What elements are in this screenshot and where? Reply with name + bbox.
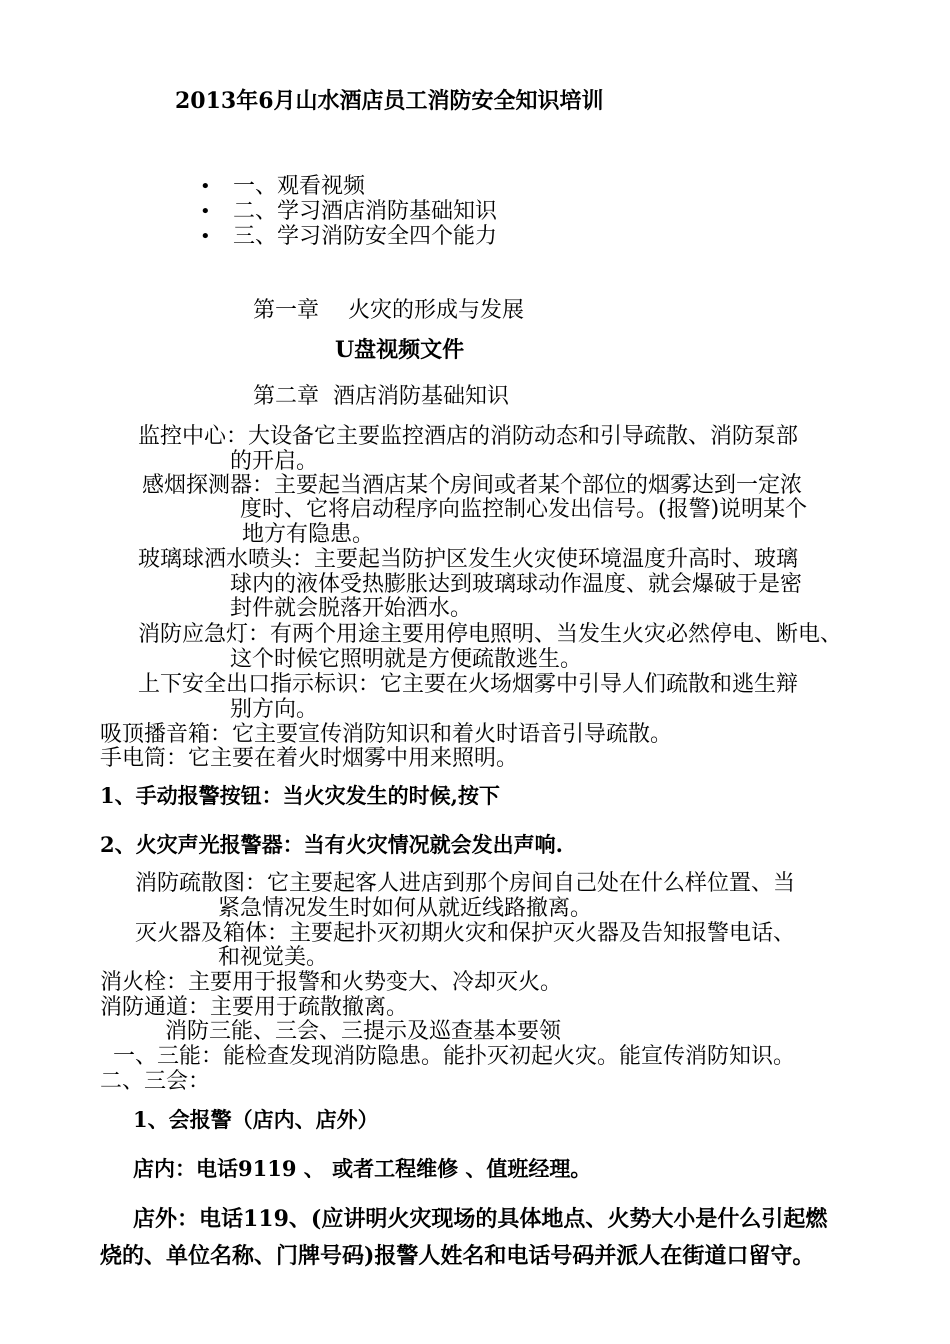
agenda-item: 三、学习消防安全四个能力 bbox=[233, 224, 498, 249]
item-extinguisher-box-cont: 和视觉美。 bbox=[218, 945, 329, 970]
agenda-item: 一、观看视频 bbox=[233, 174, 366, 199]
page-title: 2013年6月山水酒店员工消防安全知识培训 bbox=[175, 88, 604, 114]
item-monitor-center-cont: 的开启。 bbox=[230, 449, 319, 474]
item-emergency-light: 消防应急灯：有两个用途主要用停电照明、当发生火灾必然停电、断电、 bbox=[138, 622, 843, 647]
bullet-icon: • bbox=[200, 226, 211, 247]
skill-report-alarm: 1、会报警（店内、店外） bbox=[133, 1107, 379, 1132]
bullet-icon: • bbox=[200, 176, 211, 197]
chapter1-heading: 第一章 火灾的形成与发展 bbox=[253, 298, 524, 323]
chapter2-heading: 第二章 酒店消防基础知识 bbox=[253, 384, 509, 409]
item-flashlight: 手电筒：它主要在着火时烟雾中用来照明。 bbox=[100, 746, 519, 771]
item-manual-alarm: 1、手动报警按钮：当火灾发生的时候,按下 bbox=[100, 783, 500, 808]
chapter1-note: U盘视频文件 bbox=[335, 337, 465, 363]
item-ceiling-speaker: 吸顶播音箱：它主要宣传消防知识和着火时语音引导疏散。 bbox=[100, 722, 673, 747]
item-monitor-center: 监控中心：大设备它主要监控酒店的消防动态和引导疏散、消防泵部 bbox=[138, 424, 799, 449]
item-evacuation-map: 消防疏散图：它主要起客人进店到那个房间自己处在什么样位置、当 bbox=[135, 871, 796, 896]
outside-contact-cont: 烧的、单位名称、门牌号码)报警人姓名和电话号码并派人在街道口留守。 bbox=[100, 1243, 815, 1269]
item-emergency-light-cont: 这个时候它照明就是方便疏散逃生。 bbox=[230, 647, 583, 672]
inside-contact: 店内：电话9119 、 或者工程维修 、值班经理。 bbox=[133, 1156, 592, 1181]
item-smoke-detector-cont: 地方有隐患。 bbox=[242, 522, 375, 547]
item-smoke-detector-cont: 度时、它将启动程序向监控制心发出信号。(报警)说明某个 bbox=[240, 497, 808, 522]
item-extinguisher-box: 灭火器及箱体：主要起扑灭初期火灾和保护灭火器及告知报警电话、 bbox=[135, 921, 796, 946]
item-exit-sign: 上下安全出口指示标识：它主要在火场烟雾中引导人们疏散和逃生辩 bbox=[138, 672, 799, 697]
outside-contact: 店外：电话119、(应讲明火灾现场的具体地点、火势大小是什么引起燃 bbox=[133, 1206, 828, 1232]
item-sprinkler: 玻璃球洒水喷头：主要起当防护区发生火灾使环境温度升高时、玻璃 bbox=[138, 547, 799, 572]
item-exit-sign-cont: 别方向。 bbox=[230, 697, 319, 722]
three-abilities: 一、三能：能检查发现消防隐患。能扑灭初起火灾。能宣传消防知识。 bbox=[113, 1044, 796, 1069]
section3-heading: 消防三能、三会、三提示及巡查基本要领 bbox=[165, 1019, 562, 1044]
item-smoke-detector: 感烟探测器：主要起当酒店某个房间或者某个部位的烟雾达到一定浓 bbox=[142, 473, 803, 498]
item-hydrant: 消火栓：主要用于报警和火势变大、冷却灭火。 bbox=[100, 970, 563, 995]
three-skills: 二、三会： bbox=[100, 1069, 211, 1094]
item-fire-passage: 消防通道：主要用于疏散撤离。 bbox=[100, 995, 409, 1020]
agenda-item: 二、学习酒店消防基础知识 bbox=[233, 199, 498, 224]
item-sound-light-alarm: 2、火灾声光报警器：当有火灾情况就会发出声响. bbox=[100, 832, 563, 857]
item-sprinkler-cont: 球内的液体受热膨胀达到玻璃球动作温度、就会爆破于是密 bbox=[230, 572, 803, 597]
bullet-icon: • bbox=[200, 201, 211, 222]
item-evacuation-map-cont: 紧急情况发生时如何从就近线路撤离。 bbox=[218, 896, 593, 921]
item-sprinkler-cont: 封件就会脱落开始洒水。 bbox=[230, 596, 473, 621]
